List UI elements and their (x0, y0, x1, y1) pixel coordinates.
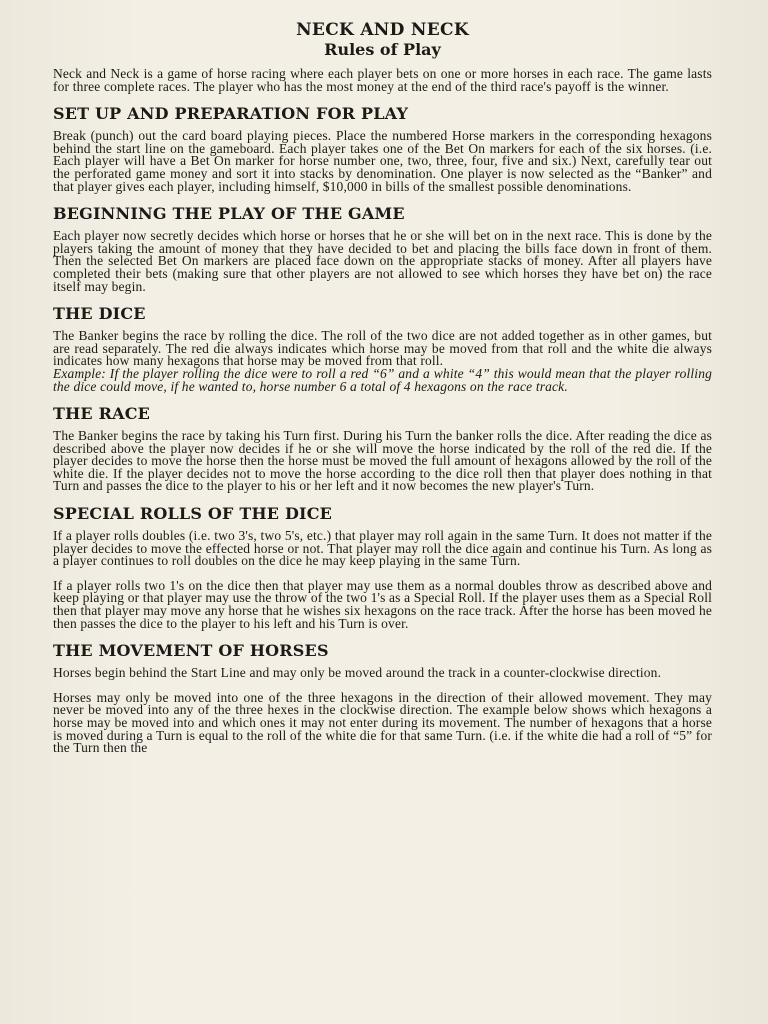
section-setup (53, 104, 712, 193)
section-paragraph: The Banker begins the race by taking his Turn first. During his Turn the banker rolls the dice. After reading the dice as described above the player now decides if he or she will move the horse indicated by the roll of the red die. If the player decides to move the horse then the horse must be moved the full amount of hexagons allowed by the roll of the white die. If the player decides not to move the horse according to the dice roll then that player does nothing in that Turn and passes the dice to the player to his or her left and it now becomes the new player's Turn. (53, 428, 712, 494)
section-paragraph: Horses may only be moved into one of the three hexagons in the direction of their allowed movement. They may never be moved into any of the three hexes in the clockwise direction. The example below shows which hexagons a horse may be moved into and which ones it may not enter during its movement. The number of hexagons that a horse is moved during a Turn is equal to the roll of the white die for that same Turn. (i.e. if the white die had a roll of “5” for the Turn then the (53, 689, 712, 756)
section-paragraph: If a player rolls doubles (i.e. two 3's, two 5's, etc.) that player may roll again in the same Turn. It does not matter if the player decides to move the effected horse or not. That player may roll the dice again and continue his Turn. As long as a player continues to roll doubles on the dice he may keep playing in the same Turn. (53, 528, 712, 569)
section-paragraph: Each player now secretly decides which horse or horses that he or she will bet on in the next race. This is done by the players taking the amount of money that they have decided to bet and placing the bills face down in front of them. Then the selected Bet On markers are placed face down on the appropriate stacks of money. After all players have completed their bets (making sure that other players are not allowed to see which horses they have bet on) the race itself may begin. (53, 228, 712, 294)
page-subtitle: Rules of Play (324, 40, 441, 59)
section-heading: SPECIAL ROLLS OF THE DICE (53, 504, 333, 524)
section-heading: SET UP AND PREPARATION FOR PLAY (53, 104, 409, 124)
intro-paragraph: Neck and Neck is a game of horse racing where each player bets on one or more horses in each race. The game lasts for three complete races. The player who has the most money at the end of the third race's payoff is the winner. (53, 66, 712, 94)
section-dice (53, 304, 712, 393)
section-heading: THE MOVEMENT OF HORSES (53, 641, 329, 661)
section-race (53, 404, 712, 493)
section-special-rolls (53, 504, 712, 630)
section-movement (53, 641, 712, 755)
section-heading: BEGINNING THE PLAY OF THE GAME (53, 204, 405, 224)
section-heading: THE RACE (53, 404, 151, 424)
section-heading: THE DICE (53, 304, 146, 324)
example-paragraph: Example: If the player rolling the dice were to roll a red “6” and a white “4” this would mean that the player rolling the dice could move, if he wanted to, horse number 6 a total of 4 hexagons on the race track. (53, 365, 712, 394)
section-paragraph: Horses begin behind the Start Line and may only be moved around the track in a counter-clockwise direction. (53, 665, 662, 681)
section-beginning-play (53, 204, 712, 293)
section-paragraph: If a player rolls two 1's on the dice then that player may use them as a normal doubles throw as described above and keep playing or that player may use the throw of the two 1's as a Special Roll. If the player uses them as a Special Roll then that player may move any horse that he wishes six hexagons on the race track. After the horse has been moved he then passes the dice to the player to his left and his Turn is over. (53, 577, 712, 631)
page-title: NECK AND NECK (296, 20, 469, 40)
section-paragraph: Break (punch) out the card board playing pieces. Place the numbered Horse markers in the corresponding hexagons behind the start line on the gameboard. Each player takes one of the Bet On markers for each of the six horses. (i.e. Each player will have a Bet On marker for horse number one, two, three, four, five and six.) Next, carefully tear out the perforated game money and sort it into stacks by denomination. One player is now selected as the “Banker” and that player gives each player, including himself, $10,000 in bills of the smallest possible denominations. (53, 128, 712, 194)
section-paragraph: The Banker begins the race by rolling the dice. The roll of the two dice are not added together as in other games, but are read separately. The red die always indicates which horse may be moved from that roll and the white die always indicates how many hexagons that horse may be moved from that roll. (53, 328, 712, 369)
